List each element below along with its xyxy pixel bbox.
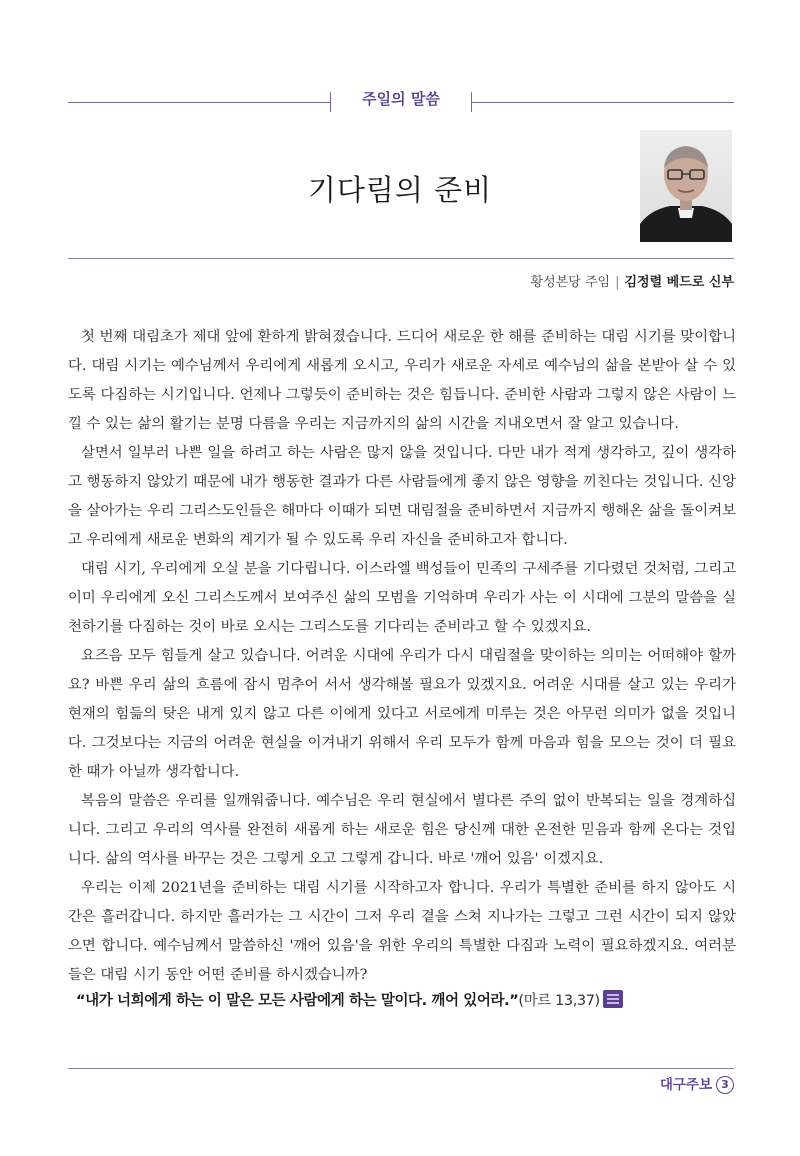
paragraph: 우리는 이제 2021년을 준비하는 대림 시기를 시작하고자 합니다. 우리가 특별한 준비를 하지 않아도 시간은 흘러갑니다. 하지만 흘러가는 그 시간이 그저 우리 곁을 스쳐 지나가는 그렇고 그런 시간이 되지 않았으면 합니다. 예수님께서 말씀하신 '깨어 있음'을 위한 우리의 특별한 다짐과 노력이 필요하겠지요. 여러분들은 대림 시기 동안 어떤 준비를 하시겠습니까? [68, 880, 736, 983]
paragraph: 요즈음 모두 힘들게 살고 있습니다. 어려운 시대에 우리가 다시 대림절을 맞이하는 의미는 어떠해야 할까요? 바쁜 우리 삶의 흐름에 잠시 멈추어 서서 생각해볼 필요가 있겠지요. 어려운 시대를 살고 있는 우리가 현재의 힘듦의 탓은 내게 있지 않고 다른 이에게 있다고 서로에게 미루는 것은 아무런 의미가 없을 것입니다. 그것보다는 지금의 어려운 현실을 이겨내기 위해서 우리 모두가 함께 마음과 힘을 모으는 것이 더 필요한 때가 아닐까 생각합니다. [68, 648, 736, 780]
header-rule-right [472, 102, 734, 103]
paragraph: 대림 시기, 우리에게 오실 분을 기다립니다. 이스라엘 백성들이 민족의 구세주를 기다렸던 것처럼, 그리고 이미 우리에게 오신 그리스도께서 보여주신 삶의 모범을 기억하며 우리가 사는 이 시대에 그분의 말씀을 실천하기를 다짐하는 것이 바로 오시는 그리스도를 기다리는 준비라고 할 수 있겠지요. [68, 561, 736, 635]
publication-name: 대구주보 [659, 1077, 712, 1093]
author-name: 김정렬 베드로 신부 [624, 275, 734, 290]
paragraph: 복음의 말씀은 우리를 일깨워줍니다. 예수님은 우리 현실에서 별다른 주의 없이 반복되는 일을 경계하십니다. 그리고 우리의 역사를 완전히 새롭게 하는 새로운 힘은 당신께 대한 온전한 믿음과 함께 온다는 것입니다. 삶의 역사를 바꾸는 것은 그렇게 오고 그렇게 갑니다. 바로 '깨어 있음' 이겠지요. [68, 793, 736, 867]
title-divider [68, 258, 734, 259]
author-org: 황성본당 주임 [530, 275, 611, 290]
quote-reference: (마르 13,37) [518, 993, 600, 1009]
author-photo [640, 130, 732, 242]
paragraph: 살면서 일부러 나쁜 일을 하려고 하는 사람은 많지 않을 것입니다. 다만 내가 적게 생각하고, 깊이 생각하고 행동하지 않았기 때문에 내가 행동한 결과가 다른 사람들에게 좋지 않은 영향을 끼친다는 것입니다. 신앙을 살아가는 우리 그리스도인들은 해마다 이때가 되면 대림절을 준비하면서 지금까지 행해온 삶을 돌이켜보고 우리에게 새로운 변화의 계기가 될 수 있도록 우리 자신을 준비하고자 합니다. [68, 445, 736, 548]
quote-text: “내가 너희에게 하는 이 말은 모든 사람에게 하는 말이다. 깨어 있어라.” [76, 993, 519, 1009]
weekly-logo-icon [603, 990, 623, 1008]
paragraph: 첫 번째 대림초가 제대 앞에 환하게 밝혀졌습니다. 드디어 새로운 한 해를 준비하는 대림 시기를 맞이합니다. 대림 시기는 예수님께서 우리에게 새롭게 오시고, 우리가 새로운 자세로 예수님의 삶을 본받아 살 수 있도록 다짐하는 시기입니다. 언제나 그렇듯이 준비하는 것은 힘듭니다. 준비한 사람과 그렇지 않은 사람이 느낄 수 있는 삶의 활기는 분명 다름을 우리는 지금까지의 삶의 시간을 지내오면서 잘 알고 있습니다. [68, 329, 736, 432]
header-rule-left [68, 102, 330, 103]
page-number: 3 [716, 1076, 734, 1094]
footer-divider [68, 1068, 734, 1069]
section-label: 주일의 말씀 [362, 90, 440, 108]
byline-separator: | [615, 275, 620, 290]
article-body [68, 323, 736, 990]
page-footer [660, 1073, 734, 1094]
author-byline [531, 271, 734, 290]
scripture-quote [76, 989, 623, 1010]
page-title: 기다림의 준비 [307, 173, 493, 207]
